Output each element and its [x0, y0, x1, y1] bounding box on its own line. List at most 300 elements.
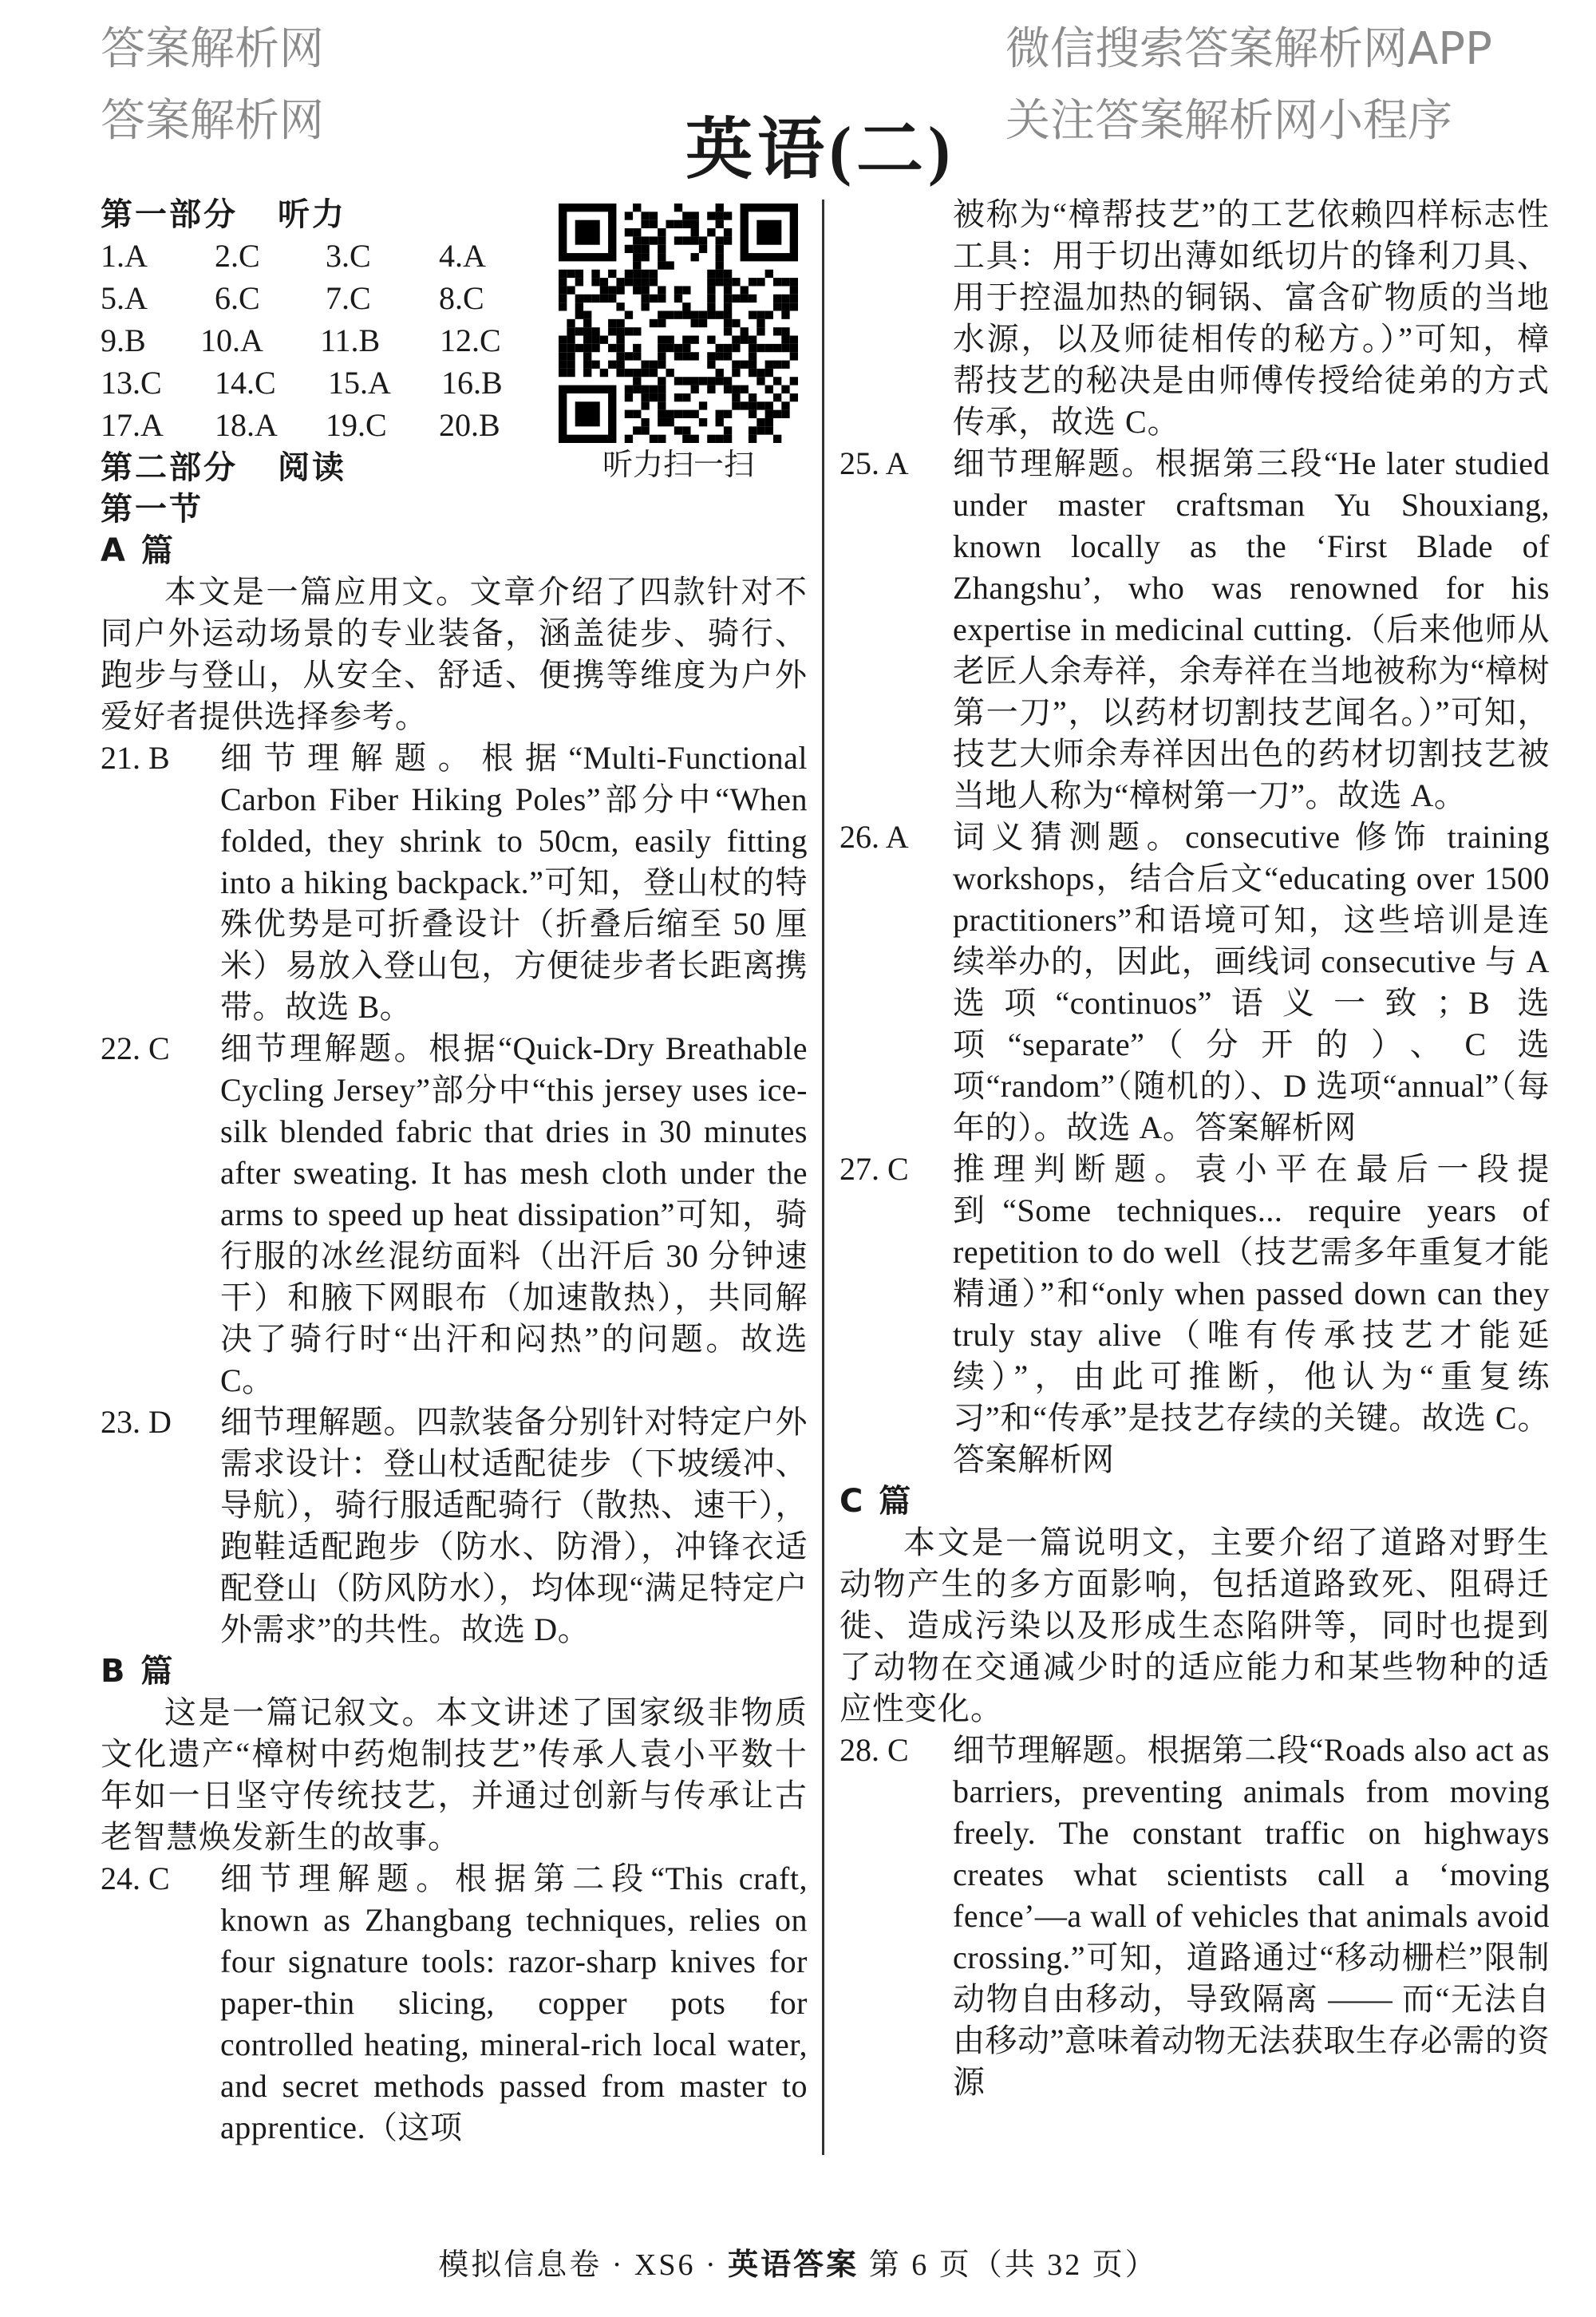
answer: 4.A — [439, 238, 486, 274]
qr-module — [641, 286, 649, 294]
qr-module — [749, 426, 757, 434]
qr-module — [724, 435, 732, 443]
qr-module — [666, 344, 674, 352]
answer-row — [101, 235, 547, 278]
qr-module — [682, 344, 690, 352]
qr-module — [650, 369, 658, 377]
qr-module — [625, 393, 633, 401]
qr-module — [699, 236, 707, 244]
qr-module — [682, 352, 690, 360]
qr-module — [658, 418, 666, 426]
qr-module — [765, 310, 773, 318]
qr-module — [641, 220, 649, 228]
qr-module — [765, 418, 773, 426]
qr-module — [583, 295, 591, 302]
qr-module — [616, 286, 624, 294]
answer: 16.B — [441, 365, 503, 401]
qr-module — [691, 377, 699, 385]
qr-module — [633, 261, 641, 269]
qr-module — [650, 236, 658, 244]
qr-module — [732, 336, 740, 344]
qr-module — [790, 393, 798, 401]
qr-caption: 听力扫一扫 — [602, 447, 754, 482]
qr-module — [567, 352, 575, 360]
item-explanation: 细节理解题。根据第三段“He later studied under master craftsman Yu Shouxiang, known locally as the ‘First Blade of Zhangshu’, who was renowned for his expertise in medicinal cutting.（后来他师从老匠人余寿祥，余寿祥在当地被称为“樟树第一刀”，以药材切割技艺闻名。）”可知，技艺大师余寿祥因出色的药材切割技艺被当地人称为“樟树第一刀”。故选 A。 — [953, 445, 1550, 813]
qr-module — [691, 352, 699, 360]
qr-module — [559, 336, 567, 344]
qr-module — [724, 386, 732, 393]
qr-module — [658, 245, 666, 253]
qr-module — [625, 270, 633, 278]
qr-module — [699, 418, 707, 426]
qr-module — [716, 278, 724, 286]
qr-module — [707, 286, 715, 294]
qr-module — [773, 302, 781, 310]
qr-module — [682, 435, 690, 443]
qr-module — [559, 286, 567, 294]
qr-finder — [757, 220, 781, 245]
qr-module — [707, 435, 715, 443]
qr-module — [641, 401, 649, 409]
answer-item-22 — [101, 1028, 808, 1402]
answer: 20.B — [439, 407, 500, 443]
watermark: 答案解析网 — [101, 95, 324, 147]
qr-module — [773, 344, 781, 352]
qr-module — [625, 310, 633, 318]
item-number: 24. C — [101, 1860, 170, 1896]
answer-item-25 — [839, 443, 1550, 816]
qr-module — [724, 352, 732, 360]
qr-module — [650, 270, 658, 278]
qr-module — [658, 253, 666, 261]
qr-module — [616, 319, 624, 327]
qr-module — [650, 361, 658, 369]
answer: 18.A — [215, 407, 278, 443]
qr-module — [658, 344, 666, 352]
qr-module — [749, 310, 757, 318]
qr-module — [650, 393, 658, 401]
item-explanation: 细节理解题。根据“Quick-Dry Breathable Cycling Jersey”部分中“this jersey uses ice-silk blended fabric that dries in 30 minutes after sweating. It has mesh cloth under the arms to speed up heat dissipation”可知，骑行服的冰丝混纺面料（出汗后 30 分钟速干）和腋下网眼布（加速散热），共同解决了骑行时“出汗和闷热”的问题。故选 C。 — [220, 1030, 808, 1398]
qr-module — [707, 310, 715, 318]
passage-b-heading: B 篇 — [101, 1653, 176, 1690]
qr-module — [757, 369, 764, 377]
qr-module — [707, 212, 715, 219]
qr-module — [616, 352, 624, 360]
qr-module — [583, 310, 591, 318]
qr-module — [616, 302, 624, 310]
qr-module — [724, 410, 732, 418]
qr-module — [674, 236, 682, 244]
qr-module — [757, 310, 764, 318]
answer: 9.B — [101, 322, 146, 358]
part2-label: 第二部分 — [101, 449, 238, 486]
answer: 1.A — [101, 238, 148, 274]
answer: 7.C — [326, 280, 371, 316]
item-explanation: 细节理解题。四款装备分别针对特定户外需求设计：登山杖适配徒步（下坡缓冲、导航），骑行服适配骑行（散热、速干），跑鞋适配跑步（防水、防滑），冲锋衣适配登山（防风防水），均体现“满足特定户外需求”的共性。故选 D。 — [220, 1404, 808, 1647]
qr-module — [757, 401, 764, 409]
qr-module — [716, 410, 724, 418]
qr-module — [559, 344, 567, 352]
qr-module — [641, 426, 649, 434]
qr-module — [724, 319, 732, 327]
qr-module — [724, 270, 732, 278]
qr-module — [641, 253, 649, 261]
qr-module — [625, 327, 633, 335]
qr-module — [781, 278, 789, 286]
qr-module — [790, 295, 798, 302]
item-number: 27. C — [839, 1151, 909, 1187]
answer-item-24-continued: 被称为“樟帮技艺”的工艺依赖四样标志性工具：用于切出薄如纸切片的锋利刀具、用于控温加热的铜锅、富含矿物质的当地水源，以及师徒相传的秘方。）”可知，樟帮技艺的秘决是由师傅传授给徒弟的方式传承，故选 C。 — [953, 196, 1550, 440]
qr-module — [716, 435, 724, 443]
qr-module — [691, 228, 699, 236]
answer: 14.C — [215, 365, 276, 401]
qr-module — [682, 212, 690, 219]
qr-module — [691, 336, 699, 344]
qr-module — [716, 310, 724, 318]
qr-module — [757, 319, 764, 327]
footer-subject: 英语答案 — [728, 2248, 859, 2282]
answer: 2.C — [215, 238, 260, 274]
qr-code[interactable] — [559, 204, 798, 443]
watermark: 答案解析网 — [101, 23, 324, 75]
qr-module — [724, 377, 732, 385]
qr-module — [749, 410, 757, 418]
qr-module — [691, 212, 699, 219]
qr-module — [650, 220, 658, 228]
qr-module — [583, 327, 591, 335]
qr-module — [658, 228, 666, 236]
qr-module — [716, 253, 724, 261]
qr-module — [567, 327, 575, 335]
qr-module — [716, 212, 724, 219]
passage-b-intro: 这是一篇记叙文。本文讲述了国家级非物质文化遗产“樟树中药炮制技艺”传承人袁小平数十年如一日坚守传统技艺，并通过创新与传承让古老智慧焕发新生的故事。 — [101, 1694, 808, 1855]
qr-module — [600, 369, 608, 377]
qr-finder — [575, 220, 600, 245]
qr-module — [567, 369, 575, 377]
qr-module — [699, 245, 707, 253]
answer-item-28 — [839, 1730, 1550, 2103]
qr-module — [567, 270, 575, 278]
column-divider — [822, 200, 824, 2155]
item-number: 26. A — [839, 819, 909, 855]
qr-module — [674, 344, 682, 352]
qr-module — [682, 236, 690, 244]
qr-module — [575, 327, 583, 335]
qr-module — [716, 270, 724, 278]
item-number: 21. B — [101, 740, 170, 776]
qr-module — [674, 393, 682, 401]
qr-module — [749, 336, 757, 344]
qr-module — [583, 361, 591, 369]
qr-module — [633, 253, 641, 261]
qr-module — [616, 369, 624, 377]
qr-module — [674, 426, 682, 434]
qr-module — [773, 435, 781, 443]
qr-module — [691, 310, 699, 318]
qr-finder — [575, 401, 600, 426]
qr-module — [724, 212, 732, 219]
qr-module — [773, 410, 781, 418]
qr-module — [591, 295, 599, 302]
qr-module — [666, 418, 674, 426]
qr-module — [707, 352, 715, 360]
answer-item-21 — [101, 737, 808, 1028]
qr-module — [633, 410, 641, 418]
qr-module — [658, 393, 666, 401]
qr-module — [559, 302, 567, 310]
qr-module — [559, 278, 567, 286]
qr-module — [765, 369, 773, 377]
qr-module — [567, 361, 575, 369]
qr-module — [741, 286, 749, 294]
qr-module — [732, 319, 740, 327]
qr-module — [741, 336, 749, 344]
qr-module — [707, 336, 715, 344]
passage-a-intro: 本文是一篇应用文。文章介绍了四款针对不同户外运动场景的专业装备，涵盖徒步、骑行、跑步与登山，从安全、舒适、便携等维度为户外爱好者提供选择参考。 — [101, 574, 808, 734]
qr-module — [600, 336, 608, 344]
qr-module — [658, 361, 666, 369]
answer-row — [101, 320, 547, 362]
qr-module — [749, 401, 757, 409]
qr-module — [749, 278, 757, 286]
left-column — [101, 194, 808, 2149]
qr-module — [591, 336, 599, 344]
qr-module — [658, 377, 666, 385]
qr-module — [765, 386, 773, 393]
qr-module — [741, 361, 749, 369]
qr-module — [616, 278, 624, 286]
qr-module — [600, 295, 608, 302]
qr-module — [790, 377, 798, 385]
qr-module — [781, 386, 789, 393]
qr-module — [707, 295, 715, 302]
qr-module — [650, 435, 658, 443]
qr-module — [716, 344, 724, 352]
qr-module — [674, 310, 682, 318]
qr-module — [583, 352, 591, 360]
qr-module — [732, 393, 740, 401]
qr-module — [591, 278, 599, 286]
item-explanation: 词义猜测题。consecutive 修饰 training workshops，结合后文“educating over 1500 practitioners”和语境可知，这些培训是连续举办的，因此，画线词 consecutive 与 A 选项“continuos”语义一致；B 选项“separate”（分开的）、C 选项“random”（随机的）、D 选项“annual”（每年的）。故选 A。答案解析网 — [953, 819, 1550, 1145]
qr-module — [633, 426, 641, 434]
qr-module — [608, 361, 616, 369]
item-number: 28. C — [839, 1732, 909, 1768]
qr-module — [749, 435, 757, 443]
qr-module — [773, 295, 781, 302]
part2-name: 阅读 — [278, 449, 346, 486]
qr-module — [716, 261, 724, 269]
qr-module — [674, 410, 682, 418]
qr-module — [600, 286, 608, 294]
answer: 3.C — [326, 238, 371, 274]
qr-module — [608, 319, 616, 327]
qr-module — [591, 361, 599, 369]
qr-module — [716, 220, 724, 228]
qr-module — [790, 286, 798, 294]
qr-module — [567, 336, 575, 344]
page-footer — [0, 2240, 1596, 2283]
qr-module — [666, 369, 674, 377]
qr-module — [559, 295, 567, 302]
qr-module — [633, 352, 641, 360]
qr-module — [633, 369, 641, 377]
qr-module — [724, 302, 732, 310]
qr-module — [682, 410, 690, 418]
qr-module — [691, 435, 699, 443]
answer-item-23 — [101, 1402, 808, 1651]
qr-module — [633, 386, 641, 393]
qr-module — [790, 278, 798, 286]
qr-module — [674, 352, 682, 360]
qr-module — [781, 310, 789, 318]
qr-module — [757, 278, 764, 286]
qr-module — [732, 386, 740, 393]
qr-module — [641, 361, 649, 369]
qr-module — [625, 352, 633, 360]
qr-module — [765, 401, 773, 409]
qr-module — [691, 236, 699, 244]
qr-module — [650, 386, 658, 393]
qr-module — [608, 295, 616, 302]
qr-module — [732, 278, 740, 286]
qr-module — [773, 361, 781, 369]
answer: 8.C — [439, 280, 484, 316]
answer: 10.A — [200, 322, 263, 358]
qr-module — [749, 369, 757, 377]
passage-a-heading: A 篇 — [101, 532, 176, 569]
qr-module — [691, 410, 699, 418]
qr-module — [666, 310, 674, 318]
qr-module — [658, 295, 666, 302]
qr-module — [641, 278, 649, 286]
qr-module — [658, 319, 666, 327]
qr-module — [773, 278, 781, 286]
answer: 13.C — [101, 365, 162, 401]
qr-module — [658, 410, 666, 418]
qr-module — [724, 310, 732, 318]
qr-module — [583, 336, 591, 344]
answer-item-27 — [839, 1149, 1550, 1481]
qr-module — [641, 270, 649, 278]
qr-module — [674, 220, 682, 228]
qr-module — [781, 302, 789, 310]
passage-c-heading: C 篇 — [839, 1483, 914, 1520]
answer-row — [101, 405, 547, 447]
answer: 11.B — [320, 322, 381, 358]
qr-module — [666, 220, 674, 228]
part1-label: 第一部分 — [101, 196, 238, 233]
qr-module — [658, 401, 666, 409]
qr-module — [625, 212, 633, 219]
qr-module — [633, 236, 641, 244]
qr-module — [691, 319, 699, 327]
qr-module — [616, 361, 624, 369]
qr-module — [608, 286, 616, 294]
qr-module — [691, 386, 699, 393]
qr-module — [724, 295, 732, 302]
answer: 15.A — [328, 365, 391, 401]
qr-module — [575, 344, 583, 352]
qr-module — [741, 401, 749, 409]
qr-module — [682, 286, 690, 294]
section-heading: 第一节 — [101, 491, 203, 528]
item-number: 23. D — [101, 1404, 172, 1440]
qr-module — [749, 344, 757, 352]
part1-name: 听力 — [278, 196, 346, 233]
qr-module — [707, 270, 715, 278]
qr-module — [567, 344, 575, 352]
qr-module — [732, 344, 740, 352]
qr-module — [583, 319, 591, 327]
qr-module — [757, 327, 764, 335]
qr-module — [616, 336, 624, 344]
qr-module — [716, 204, 724, 212]
qr-module — [625, 278, 633, 286]
answer-row — [101, 278, 547, 320]
qr-module — [666, 261, 674, 269]
qr-module — [633, 278, 641, 286]
qr-module — [724, 228, 732, 236]
qr-module — [757, 418, 764, 426]
qr-module — [641, 212, 649, 219]
qr-module — [790, 352, 798, 360]
qr-module — [559, 361, 567, 369]
answer-row — [101, 362, 547, 405]
qr-module — [765, 361, 773, 369]
qr-module — [757, 426, 764, 434]
qr-module — [682, 220, 690, 228]
qr-module — [707, 228, 715, 236]
qr-module — [633, 377, 641, 385]
qr-module — [591, 327, 599, 335]
qr-module — [773, 327, 781, 335]
qr-module — [641, 245, 649, 253]
qr-module — [707, 278, 715, 286]
qr-module — [732, 361, 740, 369]
item-explanation: 细节理解题。根据第二段“Roads also act as barriers, preventing animals from moving freely. The constant traffic on highways creates what scientists call a ‘moving fence’—a wall of vehicles that animals avoid crossing.”可知，道路通过“移动栅栏”限制动物自由移动，导致隔离 —— 而“无法自由移动”意味着动物无法获取生存必需的资源 — [953, 1732, 1550, 2100]
qr-module — [658, 352, 666, 360]
answer-item-26 — [839, 816, 1550, 1149]
qr-module — [575, 270, 583, 278]
passage-c-intro: 本文是一篇说明文，主要介绍了道路对野生动物产生的多方面影响，包括道路致死、阻碍迁徙、造成污染以及形成生态陷阱等，同时也提到了动物在交通减少时的适应能力和某些物种的适应性变化。 — [839, 1524, 1550, 1726]
qr-module — [781, 410, 789, 418]
qr-module — [658, 236, 666, 244]
qr-module — [559, 352, 567, 360]
item-number: 25. A — [839, 445, 909, 481]
qr-module — [773, 393, 781, 401]
watermark: 微信搜索答案解析网APP — [1005, 23, 1492, 75]
qr-module — [682, 336, 690, 344]
qr-module — [591, 344, 599, 352]
qr-module — [616, 327, 624, 335]
qr-module — [674, 377, 682, 385]
qr-module — [773, 377, 781, 385]
qr-module — [641, 393, 649, 401]
qr-module — [724, 278, 732, 286]
qr-module — [765, 344, 773, 352]
qr-module — [658, 386, 666, 393]
qr-module — [716, 369, 724, 377]
qr-module — [633, 286, 641, 294]
qr-module — [658, 261, 666, 269]
answer: 12.C — [440, 322, 501, 358]
qr-module — [658, 336, 666, 344]
qr-module — [559, 369, 567, 377]
qr-module — [682, 393, 690, 401]
qr-module — [633, 228, 641, 236]
qr-module — [781, 361, 789, 369]
qr-module — [691, 253, 699, 261]
